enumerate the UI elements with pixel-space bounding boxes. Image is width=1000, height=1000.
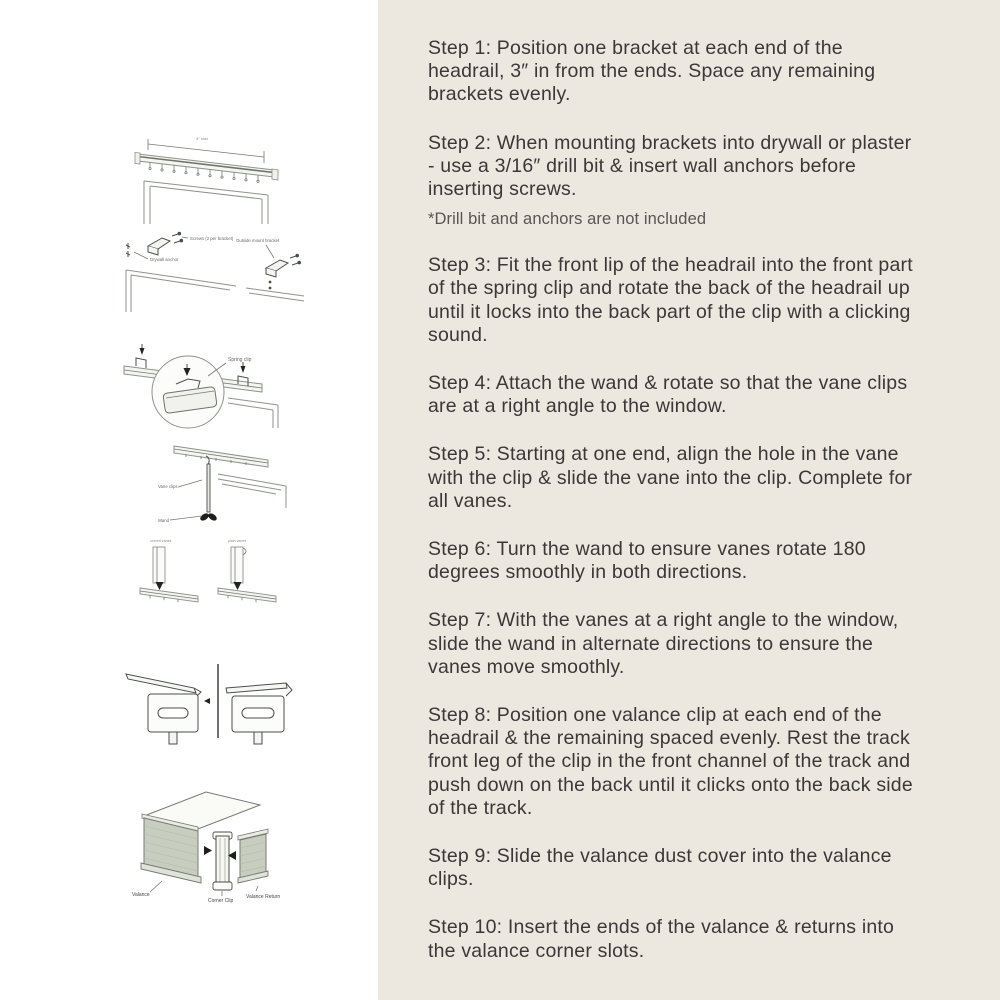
wand-shaft	[207, 464, 210, 512]
arrow-right-icon	[204, 846, 212, 855]
diagram-wand	[146, 436, 291, 531]
wand-tip	[199, 512, 218, 522]
step-9-text: Step 9: Slide the valance dust cover into the valance clips.	[428, 845, 892, 891]
label-vane-right: plain vanes	[228, 539, 247, 543]
diagram-headrail-mounting	[126, 124, 288, 228]
label-corner-clip: Corner Clip	[208, 898, 234, 904]
footnote-text: *Drill bit and anchors are not included	[428, 210, 707, 229]
diagram-bracket-detail	[118, 224, 308, 312]
step-2-text: Step 2: When mounting brackets into drywall or plaster - use a 3/16″ drill bit & insert wall anchors before inserting screws.	[428, 131, 912, 201]
left-spring-clip	[136, 344, 146, 368]
diagram-valance-clip	[118, 648, 298, 748]
step-5-text: Step 5: Starting at one end, align the hole in the vane with the clip & slide the vane into the clip. Complete for all vanes.	[428, 443, 913, 512]
label-valance: Valance	[132, 892, 150, 898]
diagram-vane-insertion	[130, 530, 295, 618]
step-6-text: Step 6: Turn the wand to ensure vanes rotate 180 degrees smoothly in both directions.	[428, 538, 866, 584]
diagram-column	[0, 0, 378, 1000]
label-valance-return: Valance Return	[246, 894, 281, 900]
corner-clip	[213, 832, 232, 890]
valance-return-panel	[238, 829, 268, 883]
diagram-valance-assembly	[126, 778, 306, 916]
label-vane-clips: Vane clips	[158, 484, 178, 489]
label-drywall-anchor: Drywall anchor	[150, 257, 179, 262]
window-frame	[144, 181, 268, 224]
drywall-anchors-icon	[126, 243, 130, 257]
step-3-text: Step 3: Fit the front lip of the headrail into the front part of the spring clip and rotate the back of the headrail up until it locks into the back part of the clip with a clicking sound.	[428, 254, 913, 346]
outside-mount-bracket-icon	[266, 254, 301, 289]
step-1-text: Step 1: Position one bracket at each end of the headrail, 3″ in from the ends. Space any remaining brackets evenly.	[428, 37, 876, 106]
window-frame	[126, 270, 304, 312]
step-10-text: Step 10: Insert the ends of the valance & returns into the valance corner slots.	[428, 916, 895, 962]
step-8-text: Step 8: Position one valance clip at each end of the headrail & the remaining spaced evenly. Rest the track front leg of the clip in the front channel of the track and push down on the back until it clicks onto the back side of the track.	[428, 704, 913, 819]
label-spring-clip: Spring clip	[228, 357, 252, 363]
valance-clip-seated	[226, 683, 292, 744]
window-frame	[218, 474, 286, 508]
headrail-dimension-label: 3″ max	[196, 136, 209, 141]
vane-view-right	[218, 539, 276, 602]
step-7-text: Step 7: With the vanes at a right angle to the window, slide the wand in alternate directions to ensure the vanes move smoothly.	[428, 609, 899, 678]
instruction-text-panel	[378, 0, 1000, 1000]
window-frame	[228, 398, 278, 428]
vane-view-left	[140, 539, 198, 602]
label-vane-left: curved vanes	[150, 539, 172, 543]
diagram-spring-clip	[110, 326, 285, 434]
label-outside-mount-bracket: Outside mount bracket	[236, 238, 280, 243]
screws-icon	[172, 232, 183, 243]
steps-list	[428, 37, 914, 988]
inside-mount-bracket	[148, 238, 170, 255]
valance-clip-tilted	[126, 674, 210, 744]
step-4-text: Step 4: Attach the wand & rotate so that the vane clips are at a right angle to the window.	[428, 372, 908, 418]
label-wand: Wand	[158, 518, 170, 523]
label-screws: Screws (2 per bracket)	[190, 236, 234, 241]
